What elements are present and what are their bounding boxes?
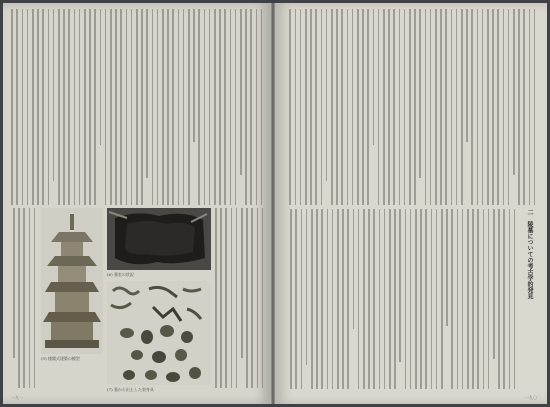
text-line xyxy=(235,9,237,205)
text-line xyxy=(487,9,489,205)
text-line xyxy=(336,9,338,205)
text-line xyxy=(492,9,494,205)
left-page xyxy=(3,3,271,404)
text-line xyxy=(493,209,495,359)
text-line xyxy=(368,209,370,389)
text-line xyxy=(157,9,159,205)
text-line xyxy=(358,209,360,389)
text-line xyxy=(214,9,216,205)
text-line xyxy=(337,209,339,389)
right-page-number: 一九〇 xyxy=(525,395,537,400)
text-line xyxy=(295,209,297,389)
text-line xyxy=(198,9,200,205)
text-line xyxy=(420,209,422,389)
section-heading: 二 陵墓についての考古学的発見 xyxy=(526,209,533,299)
text-line xyxy=(262,208,264,388)
text-line xyxy=(379,209,381,389)
text-line xyxy=(347,9,349,205)
text-line xyxy=(514,209,516,389)
text-line xyxy=(224,9,226,205)
text-line xyxy=(431,209,433,389)
text-line xyxy=(183,9,185,205)
text-line xyxy=(513,9,515,175)
text-line xyxy=(509,209,511,389)
text-line xyxy=(373,209,375,389)
text-line xyxy=(405,209,407,389)
text-line xyxy=(256,9,258,205)
text-line xyxy=(410,209,412,389)
text-line xyxy=(23,208,25,388)
text-line xyxy=(295,9,297,205)
text-line xyxy=(261,9,263,205)
left-page-number: 一九一 xyxy=(11,395,23,400)
text-line xyxy=(436,209,438,389)
text-line xyxy=(42,9,44,205)
text-line xyxy=(225,208,227,388)
text-line xyxy=(498,209,500,389)
text-line xyxy=(467,209,469,389)
text-line xyxy=(316,209,318,389)
text-line xyxy=(193,9,195,142)
text-line xyxy=(231,208,233,388)
text-line xyxy=(236,208,238,388)
text-line xyxy=(115,9,117,205)
text-line xyxy=(389,209,391,389)
right-page xyxy=(275,3,547,404)
text-line xyxy=(342,209,344,389)
left-upper-text-block xyxy=(11,9,266,205)
text-line xyxy=(508,9,510,205)
text-line xyxy=(146,9,148,178)
pagoda-caption: (5) 楼閣式建築の模型 xyxy=(41,356,80,361)
text-line xyxy=(529,9,531,205)
text-line xyxy=(327,209,329,389)
text-line xyxy=(162,9,164,205)
text-line xyxy=(518,9,520,205)
text-line xyxy=(347,209,349,389)
text-line xyxy=(393,9,395,205)
text-line xyxy=(353,209,355,329)
text-line xyxy=(37,9,39,205)
text-line xyxy=(152,9,154,205)
text-line xyxy=(362,9,364,205)
text-line xyxy=(534,9,536,205)
artifacts-photo xyxy=(107,281,211,385)
left-lower-right-text-block xyxy=(215,208,267,388)
text-line xyxy=(419,9,421,178)
text-line xyxy=(409,9,411,205)
text-line xyxy=(451,209,453,389)
text-line xyxy=(188,9,190,205)
text-line xyxy=(446,209,448,326)
text-line xyxy=(27,9,29,205)
text-line xyxy=(488,209,490,389)
text-line xyxy=(58,9,60,205)
text-line xyxy=(301,209,303,389)
text-line xyxy=(257,208,259,388)
tomb-caption: (6) 墓室の状況 xyxy=(107,272,134,277)
text-line xyxy=(383,9,385,205)
text-line xyxy=(131,9,133,205)
text-line xyxy=(204,9,206,205)
text-line xyxy=(84,9,86,205)
text-line xyxy=(503,209,505,389)
text-line xyxy=(219,9,221,205)
right-upper-text-block xyxy=(289,9,539,205)
text-line xyxy=(105,9,107,205)
text-line xyxy=(352,9,354,205)
text-line xyxy=(445,9,447,205)
text-line xyxy=(300,9,302,205)
text-line xyxy=(435,9,437,205)
text-line xyxy=(305,9,307,205)
text-line xyxy=(477,209,479,389)
text-line xyxy=(126,9,128,205)
text-line xyxy=(63,9,65,205)
text-line xyxy=(399,209,401,362)
text-line xyxy=(483,209,485,389)
text-line xyxy=(48,9,50,205)
pagoda-model-photo xyxy=(41,208,103,354)
text-line xyxy=(240,9,242,175)
text-line xyxy=(230,9,232,205)
text-line xyxy=(440,9,442,205)
text-line xyxy=(378,9,380,205)
text-line xyxy=(18,208,20,388)
text-line xyxy=(430,9,432,205)
text-line xyxy=(471,9,473,205)
tomb-chamber-photo xyxy=(107,208,211,270)
text-line xyxy=(94,9,96,205)
text-line xyxy=(388,9,390,205)
text-line xyxy=(34,208,36,388)
text-line xyxy=(74,9,76,205)
text-line xyxy=(404,9,406,205)
artifacts-caption: (7) 墓から出土した装身具 xyxy=(107,387,154,392)
text-line xyxy=(363,209,365,389)
text-line xyxy=(250,9,252,205)
text-line xyxy=(341,9,343,205)
text-line xyxy=(373,9,375,145)
text-line xyxy=(326,9,328,181)
text-line xyxy=(482,9,484,205)
text-line xyxy=(89,9,91,205)
text-line xyxy=(29,208,31,388)
text-line xyxy=(167,9,169,205)
text-line xyxy=(367,9,369,205)
text-line xyxy=(321,9,323,205)
text-line xyxy=(215,208,217,388)
text-line xyxy=(79,9,81,205)
text-line xyxy=(209,9,211,205)
text-line xyxy=(331,9,333,205)
text-line xyxy=(16,9,18,205)
text-line xyxy=(172,9,174,205)
text-line xyxy=(456,9,458,205)
text-line xyxy=(310,9,312,205)
text-line xyxy=(178,9,180,205)
text-line xyxy=(451,9,453,205)
text-line xyxy=(466,9,468,142)
text-line xyxy=(425,209,427,389)
text-line xyxy=(290,209,292,389)
text-line xyxy=(384,209,386,389)
text-line xyxy=(321,209,323,389)
text-line xyxy=(110,9,112,205)
text-line xyxy=(503,9,505,205)
text-line xyxy=(241,208,243,358)
text-line xyxy=(100,9,102,145)
text-line xyxy=(245,9,247,205)
text-line xyxy=(462,209,464,389)
text-line xyxy=(246,208,248,388)
text-line xyxy=(332,209,334,389)
text-line xyxy=(289,9,291,205)
text-line xyxy=(68,9,70,205)
text-line xyxy=(13,208,15,358)
right-lower-text-block xyxy=(289,209,519,389)
text-line xyxy=(477,9,479,205)
text-line xyxy=(22,9,24,205)
text-line xyxy=(251,208,253,388)
text-line xyxy=(399,9,401,205)
text-line xyxy=(315,9,317,205)
text-line xyxy=(472,209,474,389)
text-line xyxy=(497,9,499,205)
text-line xyxy=(461,9,463,205)
text-line xyxy=(11,9,13,205)
text-line xyxy=(306,209,308,365)
text-line xyxy=(120,9,122,205)
text-line xyxy=(53,9,55,181)
text-line xyxy=(441,209,443,389)
text-line xyxy=(136,9,138,205)
text-line xyxy=(141,9,143,205)
left-lower-text-block xyxy=(11,208,39,388)
text-line xyxy=(357,9,359,205)
text-line xyxy=(32,9,34,205)
text-line xyxy=(311,209,313,389)
text-line xyxy=(394,209,396,389)
text-line xyxy=(414,9,416,205)
text-line xyxy=(523,9,525,205)
text-line xyxy=(425,9,427,205)
text-line xyxy=(220,208,222,388)
text-line xyxy=(415,209,417,389)
text-line xyxy=(457,209,459,389)
